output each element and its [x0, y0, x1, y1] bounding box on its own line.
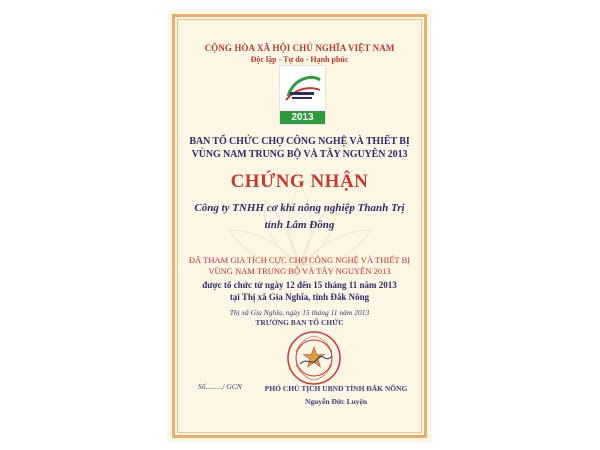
fair-logo — [280, 66, 325, 124]
event-dates: được tổ chức từ ngày 12 đến 15 tháng 11 năm 2013 — [202, 280, 397, 290]
event-location: tại Thị xã Gia Nghĩa, tỉnh Đắk Nông — [229, 292, 370, 302]
place-and-date: Thị xã Gia Nghĩa, ngày 15 tháng 11 năm 2013 — [229, 308, 370, 317]
organizer-line-1: BAN TỔ CHỨC CHỢ CÔNG NGHỆ VÀ THIẾT BỊ — [189, 136, 410, 147]
national-motto: Độc lập - Tự do - Hạnh phúc — [250, 55, 349, 64]
logo-year: 2013 — [280, 111, 325, 124]
official-seal-icon — [286, 330, 342, 386]
fair-logo-icon — [280, 66, 325, 111]
achievement-line-2: VÙNG NAM TRUNG BỘ VÀ TÂY NGUYÊN 2013 — [208, 266, 391, 276]
recipient-line-2: tỉnh Lâm Đồng — [264, 219, 335, 231]
certificate-number: Số........./ GCN — [198, 382, 242, 391]
certificate-title: CHỨNG NHẬN — [230, 171, 369, 192]
republic-header: CỘNG HÒA XÃ HỘI CHỦ NGHĨA VIỆT NAM — [204, 43, 395, 53]
signer-title: PHÓ CHỦ TỊCH UBND TỈNH ĐẮK NÔNG — [264, 384, 408, 393]
organizer-line-2: VÙNG NAM TRUNG BỘ VÀ TÂY NGUYÊN 2013 — [191, 149, 408, 160]
signer-name: Nguyễn Đức Luyện — [304, 397, 367, 406]
achievement-line-1: ĐÃ THAM GIA TÍCH CỰC CHỢ CÔNG NGHỆ VÀ THIẾT BỊ — [188, 255, 411, 265]
recipient-line-1: Công ty TNHH cơ khí nông nghiệp Thanh Trị — [194, 202, 405, 214]
head-of-committee-title: TRƯỞNG BAN TỔ CHỨC — [255, 318, 344, 327]
